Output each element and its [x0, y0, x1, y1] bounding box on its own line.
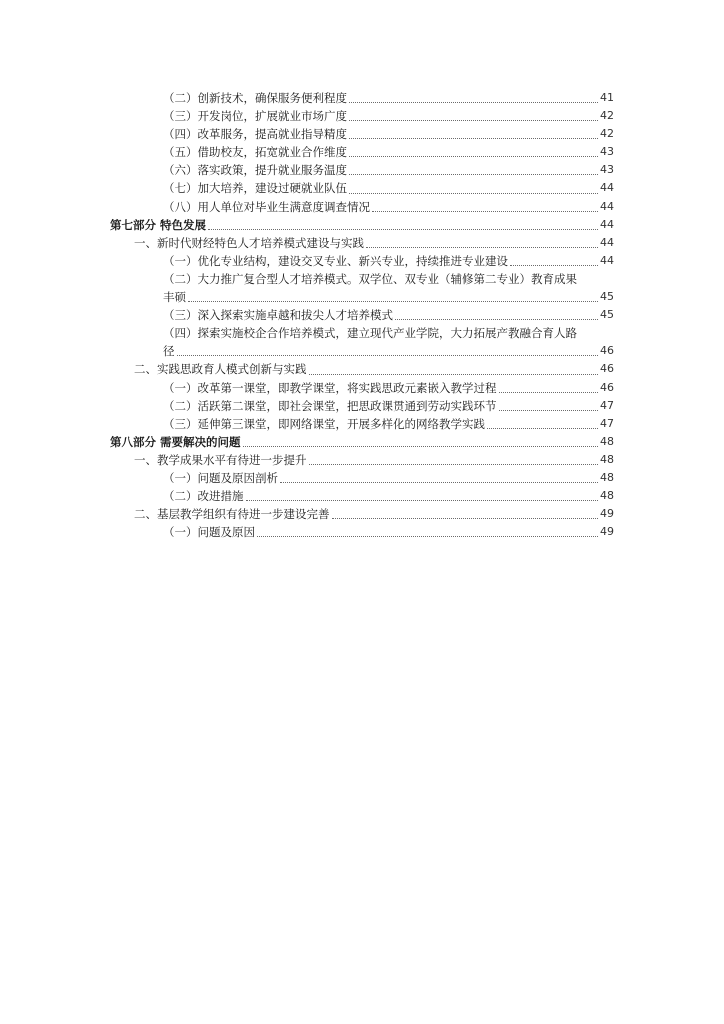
- toc-page-number: 47: [600, 398, 614, 412]
- toc-leader-dots: [372, 210, 598, 212]
- toc-entry-title: （二）大力推广复合型人才培养模式。双学位、双专业（辅修第二专业）教育成果: [163, 271, 577, 286]
- toc-leader-dots: [349, 192, 598, 194]
- toc-part-heading[interactable]: [110, 433, 614, 451]
- toc-leader-dots: [395, 318, 598, 320]
- toc-leader-dots: [246, 499, 599, 501]
- toc-entry[interactable]: [110, 89, 614, 107]
- toc-leader-dots: [499, 409, 599, 411]
- toc-entry-title: （六）落实政策，提升就业服务温度: [163, 163, 347, 178]
- toc-page-number: 44: [600, 217, 614, 231]
- toc-entry-title: （一）改革第一课堂，即教学课堂，将实践思政元素嵌入教学过程: [163, 380, 497, 395]
- toc-leader-dots: [257, 535, 598, 537]
- toc-page-number: 49: [600, 525, 614, 539]
- toc-page-number: 44: [600, 199, 614, 213]
- toc-entry-title: （五）借助校友，拓宽就业合作维度: [163, 145, 347, 160]
- toc-entry-title: 二、实践思政育人模式创新与实践: [134, 362, 307, 377]
- toc-leader-dots: [309, 463, 599, 465]
- toc-page-number: 48: [600, 470, 614, 484]
- toc-page-number: 42: [600, 127, 614, 141]
- toc-entry[interactable]: [110, 415, 614, 433]
- toc-entry-title: （三）延伸第三课堂，即网络课堂，开展多样化的网络教学实践: [163, 416, 485, 431]
- toc-leader-dots: [188, 300, 598, 302]
- toc-entry[interactable]: [110, 107, 614, 125]
- toc-page-number: 46: [600, 344, 614, 358]
- toc-entry-wrapped[interactable]: [110, 270, 614, 306]
- toc-entry-title: （一）优化专业结构，建设交叉专业、新兴专业，持续推进专业建设: [163, 253, 508, 268]
- toc-entry-wrapped[interactable]: [110, 324, 614, 360]
- toc-entry-title: （七）加大培养，建设过硬就业队伍: [163, 181, 347, 196]
- toc-entry[interactable]: [110, 125, 614, 143]
- toc-page-number: 44: [600, 181, 614, 195]
- toc-entry[interactable]: [110, 487, 614, 505]
- toc-entry-title: （八）用人单位对毕业生满意度调查情况: [163, 199, 370, 214]
- toc-entry[interactable]: [110, 397, 614, 415]
- toc-entry-title: （一）问题及原因: [163, 525, 255, 540]
- toc-leader-dots: [349, 101, 598, 103]
- toc-entry-title: （四）探索实施校企合作培养模式，建立现代产业学院，大力拓展产教融合育人路: [163, 326, 577, 341]
- toc-page-number: 46: [600, 362, 614, 376]
- toc-page-number: 49: [600, 507, 614, 521]
- toc-entry[interactable]: [110, 252, 614, 270]
- toc-leader-dots: [208, 228, 598, 230]
- toc-page-number: 41: [600, 91, 614, 104]
- toc-leader-dots: [243, 445, 598, 447]
- toc-entry-title: （一）问题及原因剖析: [163, 470, 278, 485]
- toc-entry[interactable]: [110, 379, 614, 397]
- toc-page-number: 48: [600, 489, 614, 503]
- toc-entry-title-continued: 丰硕: [163, 290, 186, 305]
- toc-leader-dots: [349, 173, 598, 175]
- toc-entry[interactable]: [110, 143, 614, 161]
- toc-page-number: 48: [600, 452, 614, 466]
- toc-entry-title: （二）活跃第二课堂，即社会课堂，把思政课贯通到劳动实践环节: [163, 398, 497, 413]
- toc-entry[interactable]: [110, 523, 614, 541]
- toc-entry-title: （三）深入探索实施卓越和拔尖人才培养模式: [163, 308, 393, 323]
- toc-leader-dots: [499, 391, 599, 393]
- toc-section-entry[interactable]: [110, 234, 614, 252]
- toc-leader-dots: [349, 155, 598, 157]
- toc-entry[interactable]: [110, 179, 614, 197]
- toc-entry-title: 二、基层教学组织有待进一步建设完善: [134, 507, 330, 522]
- toc-entry-title: 一、教学成果水平有待进一步提升: [134, 452, 307, 467]
- toc-page-number: 44: [600, 253, 614, 267]
- toc-entry-title: （四）改革服务，提高就业指导精度: [163, 127, 347, 142]
- toc-part-heading[interactable]: [110, 216, 614, 234]
- toc-entry-title: 一、新时代财经特色人才培养模式建设与实践: [134, 235, 364, 250]
- toc-entry[interactable]: [110, 469, 614, 487]
- toc-page-number: 45: [600, 290, 614, 304]
- toc-leader-dots: [177, 354, 599, 356]
- toc-leader-dots: [487, 427, 598, 429]
- toc-leader-dots: [309, 373, 599, 375]
- toc-page-number: 47: [600, 416, 614, 430]
- toc-page-number: 43: [600, 163, 614, 177]
- toc-section-entry[interactable]: [110, 451, 614, 469]
- table-of-contents: [110, 89, 614, 541]
- toc-entry[interactable]: [110, 198, 614, 216]
- toc-leader-dots: [366, 246, 598, 248]
- toc-entry-title-continued: 径: [163, 344, 175, 359]
- toc-section-entry[interactable]: [110, 360, 614, 378]
- toc-page-number: 43: [600, 145, 614, 159]
- toc-page-number: 42: [600, 109, 614, 123]
- toc-page-number: 44: [600, 235, 614, 249]
- toc-leader-dots: [349, 137, 598, 139]
- toc-entry-title: 第八部分 需要解决的问题: [110, 434, 241, 449]
- toc-entry-title: （二）改进措施: [163, 489, 244, 504]
- toc-entry-title: 第七部分 特色发展: [110, 217, 207, 232]
- toc-page-number: 46: [600, 380, 614, 394]
- toc-section-entry[interactable]: [110, 505, 614, 523]
- toc-page-number: 48: [600, 434, 614, 448]
- toc-leader-dots: [280, 481, 598, 483]
- toc-entry-title: （三）开发岗位，扩展就业市场广度: [163, 109, 347, 124]
- toc-entry[interactable]: [110, 161, 614, 179]
- toc-leader-dots: [510, 264, 598, 266]
- toc-leader-dots: [332, 517, 599, 519]
- toc-entry-title: （二）创新技术，确保服务便利程度: [163, 91, 347, 105]
- toc-entry[interactable]: [110, 306, 614, 324]
- toc-leader-dots: [349, 119, 598, 121]
- toc-page-number: 45: [600, 308, 614, 322]
